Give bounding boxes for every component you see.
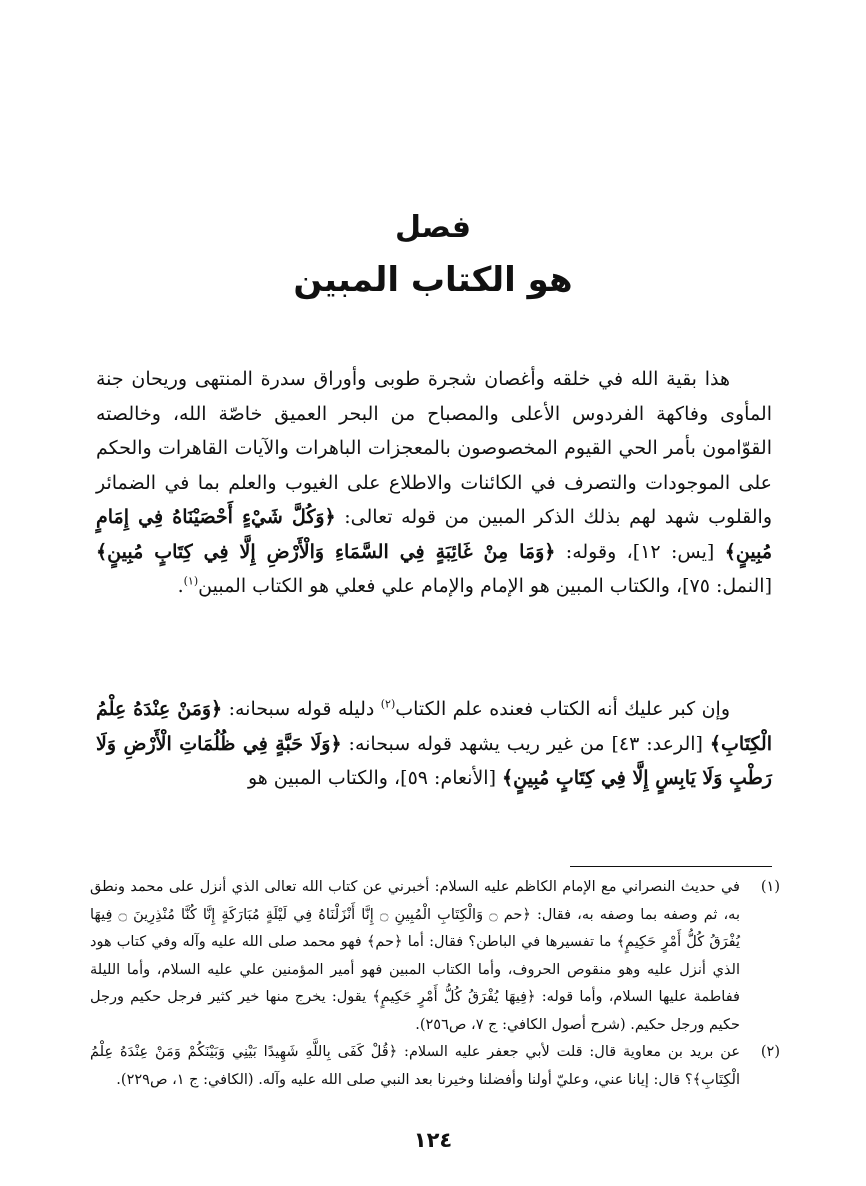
footnote-1 (90, 874, 780, 1039)
footnote-1-text: في حديث النصراني مع الإمام الكاظم عليه السلام: أخبرني عن كتاب الله تعالى الذي أنزل على محمد ونطق به، ثم وصفه بما وصفه به، فقال: ﴿حم ۝ وَالْكِتَابِ الْمُبِينِ ۝ إِنَّا أَنْزَلْنَاهُ فِي لَيْلَةٍ مُبَارَكَةٍ إِنَّا كُنَّا مُنْذِرِينَ ۝ فِيهَا يُفْرَقُ كُلُّ أَمْرٍ حَكِيمٍ﴾ ما تفسيرها في الباطن؟ فقال: أما ﴿حم﴾ فهو محمد صلى الله عليه وآله وفي كتاب هود الذي أنزل عليه وهو منقوص الحروف، وأما الكتاب المبين فهو أمير المؤمنين علي عليه السلام، وأما الليلة ففاطمة عليها السلام، وأما قوله: ﴿فِيهَا يُفْرَقُ كُلُّ أَمْرٍ حَكِيمٍ﴾ يقول: يخرج منها خير كثير فرجل حكيم ورجل حكيم ورجل حكيم. (شرح أصول الكافي: ج ٧، ص٢٥٦). (90, 879, 740, 1033)
para1-text-1: هذا بقية الله في خلقه وأغصان شجرة طوبى وأوراق سدرة المنتهى وريحان جنة المأوى وفاكهة الفردوس الأعلى والمصباح من البحر العميق خاصّة الله، وخالصته القوّامون بأمر الحي القيوم المخصوصون بالمعجزات الباهرات والآيات القاهرات والحكم على الموجودات والتصرف في الكائنات والاطلاع على الغيوب والعلم بما في الضمائر والقلوب شهد لهم بذلك الذكر المبين من قوله تعالى: (96, 368, 773, 528)
footnote-2-number: (٢) (760, 1044, 780, 1060)
footnote-ref-2[interactable]: (٢) (380, 697, 396, 711)
para2-text-1: وإن كبر عليك أنه الكتاب فعنده علم الكتاب (395, 698, 731, 720)
page-number: ١٢٤ (413, 1128, 453, 1152)
paragraph-2-text (96, 692, 772, 796)
footnote-2-text: عن بريد بن معاوية قال: قلت لأبي جعفر عليه السلام: ﴿قُلْ كَفَى بِاللَّهِ شَهِيدًا بَيْنِي وَبَيْنَكُمْ وَمَنْ عِنْدَهُ عِلْمُ الْكِتَابِ﴾؟ قال: إيانا عني، وعليّ أولنا وأفضلنا وخيرنا بعد النبي صلى الله عليه وآله. (الكافي: ج ١، ص٢٢٩). (90, 1044, 740, 1088)
para1-text-4: . (177, 575, 184, 597)
chapter-title: هو الكتاب المبين (293, 260, 573, 300)
quran-verse-raad: ﴿وَمَنْ عِنْدَهُ عِلْمُ الْكِتَابِ﴾ (96, 698, 772, 755)
footnotes (90, 874, 780, 1094)
para1-text-3: [النمل: ٧٥]، والكتاب المبين هو الإمام والإمام علي فعلي هو الكتاب المبين (198, 575, 772, 597)
paragraph-1-text (96, 362, 772, 604)
quran-verse-naml: ﴿وَمَا مِنْ غَائِبَةٍ فِي السَّمَاءِ وَالْأَرْضِ إِلَّا فِي كِتَابٍ مُبِينٍ﴾ (96, 540, 556, 563)
para2-text-3: [الرعد: ٤٣] من غير ريب يشهد قوله سبحانه: (341, 732, 710, 755)
footnote-2 (90, 1039, 780, 1094)
body-paragraph-2 (96, 692, 772, 796)
para2-text-4: [الأنعام: ٥٩]، والكتاب المبين هو (247, 767, 503, 789)
body-paragraph-1 (96, 362, 772, 604)
footnote-ref-1[interactable]: (١) (183, 574, 199, 588)
para2-text-2: دليله قوله سبحانه: (222, 698, 381, 720)
quran-verse-yasin: ﴿وَكُلَّ شَيْءٍ أَحْصَيْنَاهُ فِي إِمَامٍ مُبِينٍ﴾ (96, 506, 772, 563)
footnote-1-number: (١) (760, 879, 780, 895)
quran-verse-anam: ﴿وَلَا حَبَّةٍ فِي ظُلُمَاتِ الْأَرْضِ وَلَا رَطْبٍ وَلَا يَابِسٍ إِلَّا فِي كِتَابٍ مُبِينٍ﴾ (96, 732, 772, 789)
footnote-divider (570, 866, 772, 867)
para1-text-2: [يس: ١٢]، وقوله: (555, 540, 725, 563)
section-label: فصل (395, 210, 471, 245)
